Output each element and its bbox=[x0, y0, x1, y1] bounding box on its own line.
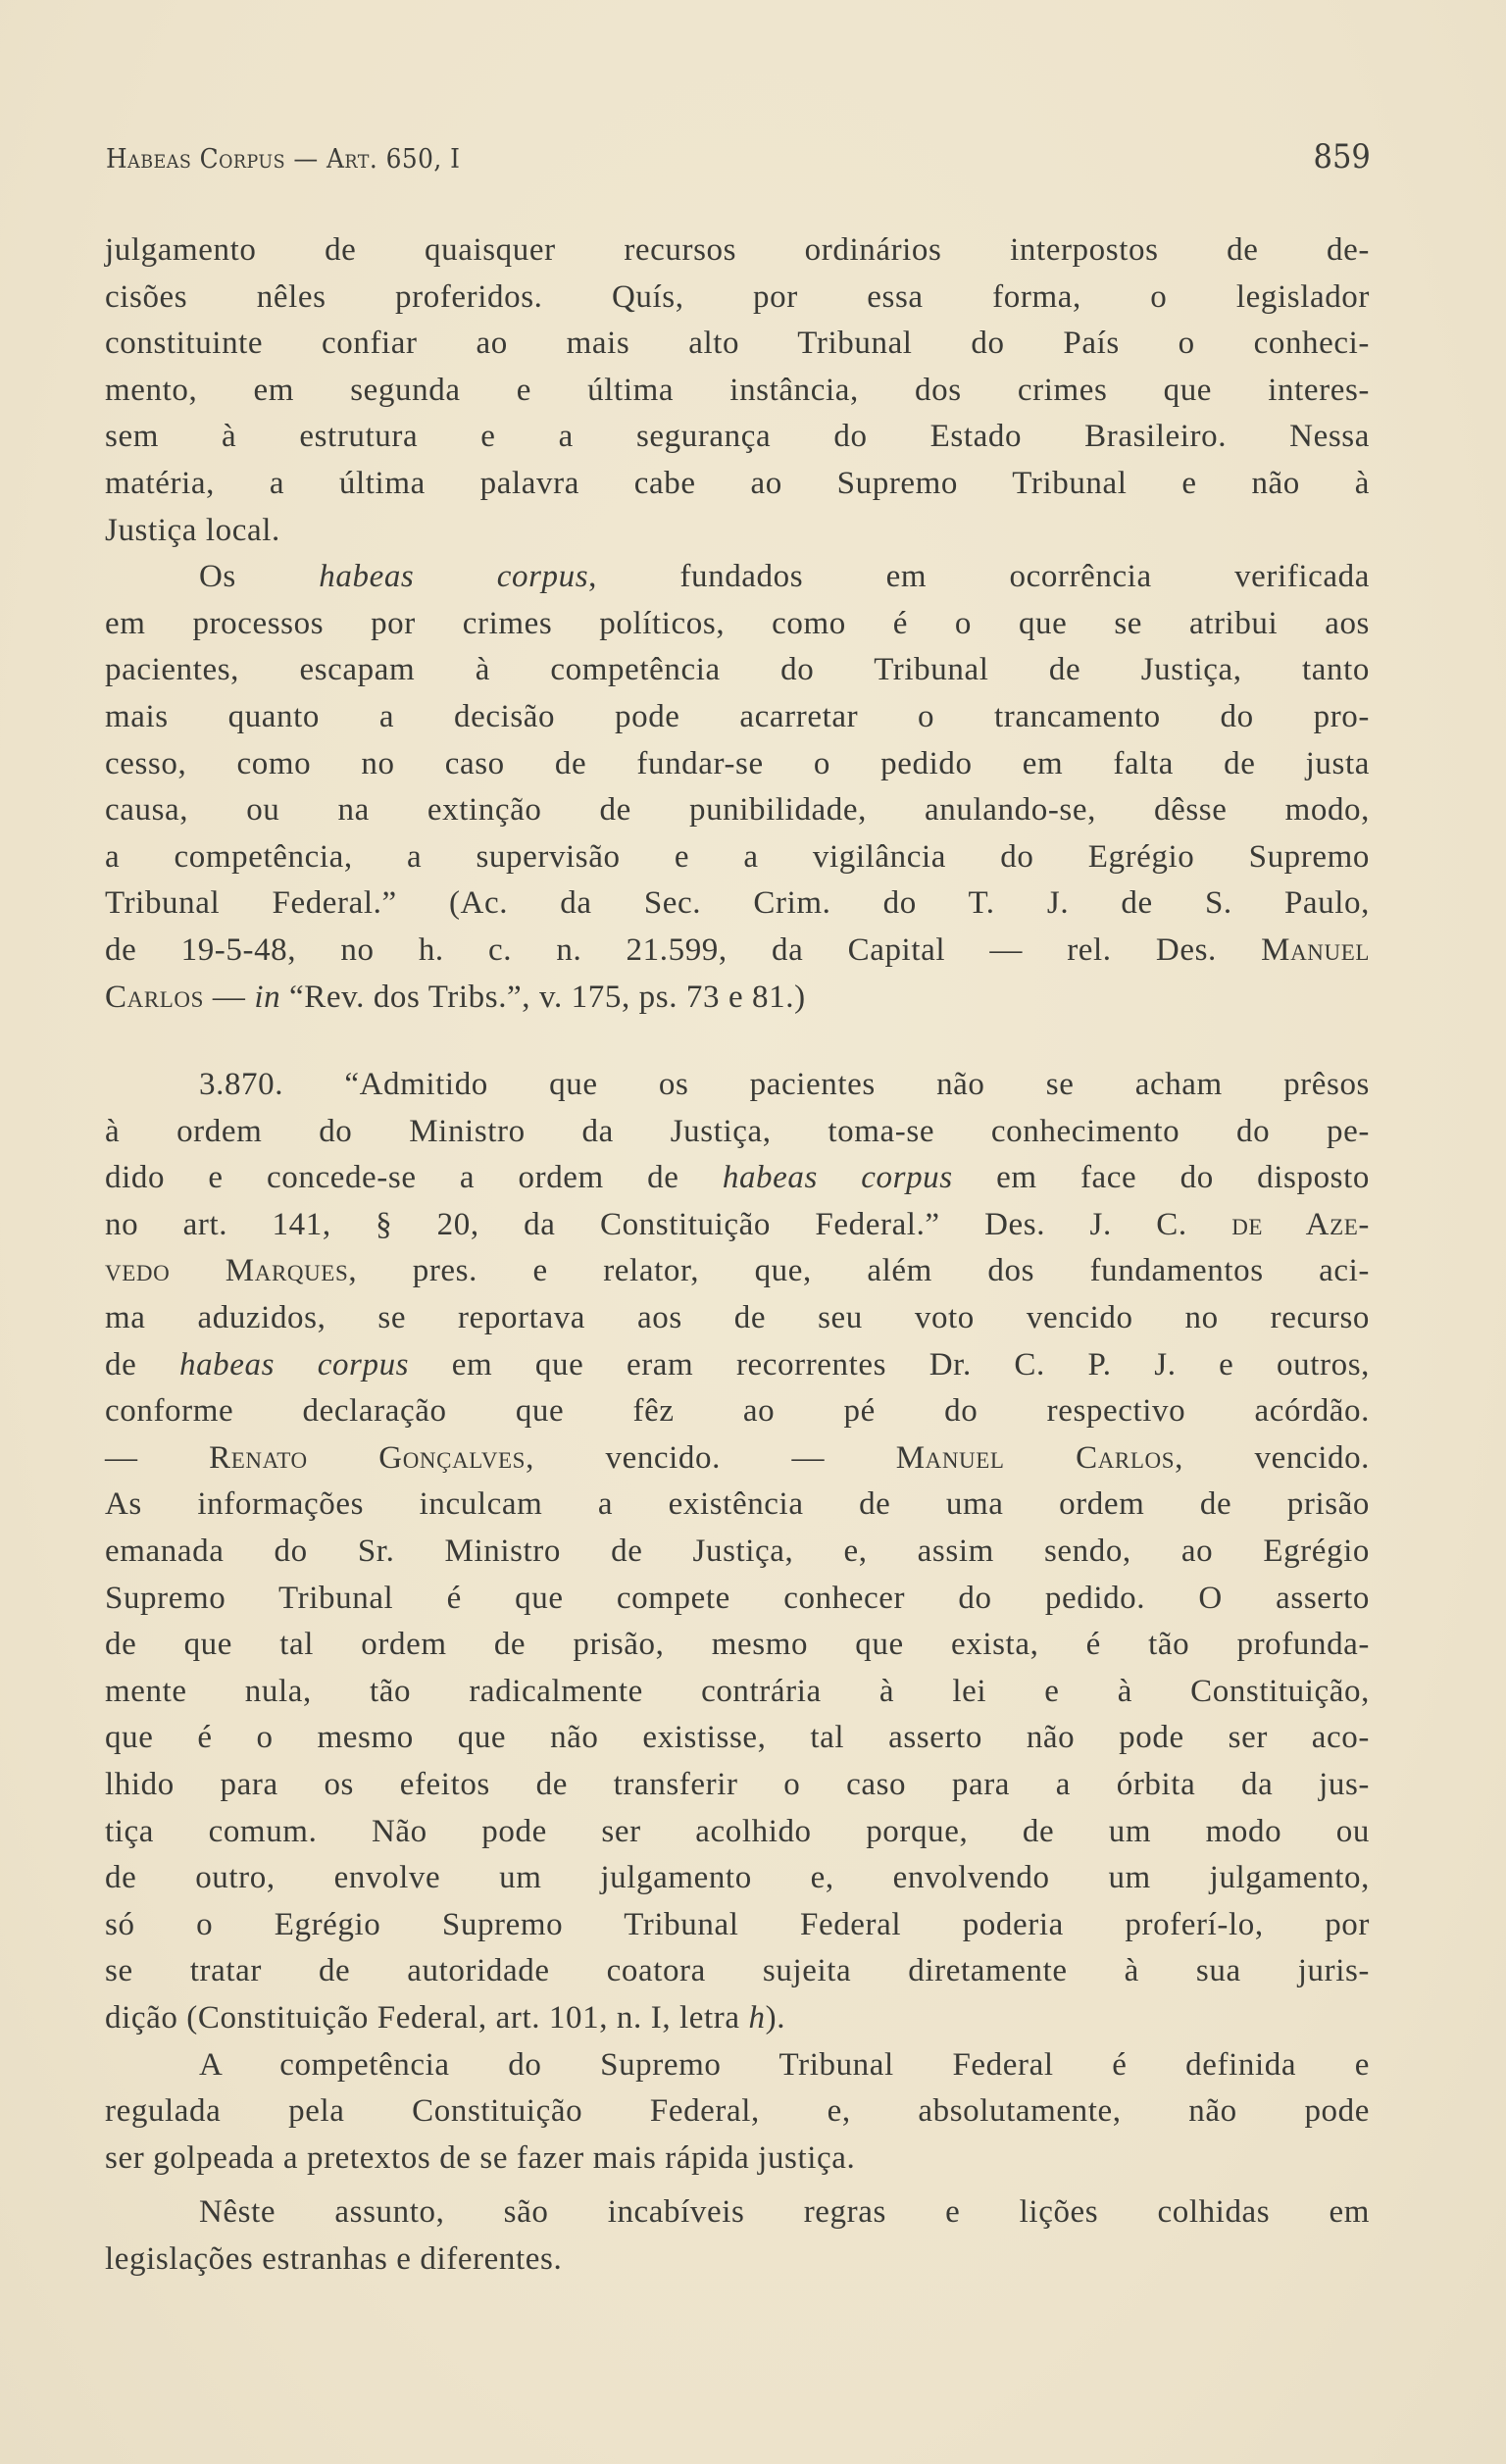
text-line: à ordem do Ministro da Justiça, toma-se conhecimento do pe- bbox=[105, 1113, 1370, 1149]
text-line: cisões nêles proferidos. Quís, por essa forma, o legislador bbox=[105, 278, 1370, 315]
page-number: 859 bbox=[1313, 137, 1371, 176]
text-line: tiça comum. Não pode ser acolhido porque, de um modo ou bbox=[105, 1813, 1370, 1849]
paragraph bbox=[105, 2042, 1370, 2183]
italic-term: habeas corpus bbox=[319, 559, 589, 595]
text-line: se tratar de autoridade coatora sujeita diretamente à sua juris- bbox=[105, 1953, 1370, 1989]
text-line: ma aduzidos, se reportava aos de seu voto vencido no recurso bbox=[105, 1300, 1370, 1336]
text-line: Os habeas corpus, fundados em ocorrência verificada bbox=[199, 559, 1370, 595]
text-line: só o Egrégio Supremo Tribunal Federal poderia proferí-lo, por bbox=[105, 1906, 1370, 1942]
text-line: vedo Marques, pres. e relator, que, além dos fundamentos aci- bbox=[105, 1253, 1370, 1289]
text-line: mente nula, tão radicalmente contrária à lei e à Constituição, bbox=[105, 1673, 1370, 1709]
text-line: sem à estrutura e a segurança do Estado Brasileiro. Nessa bbox=[105, 419, 1370, 455]
text-line: emanada do Sr. Ministro de Justiça, e, assim sendo, ao Egrégio bbox=[105, 1534, 1370, 1570]
person-name: vedo Marques bbox=[105, 1253, 349, 1289]
text-line: causa, ou na extinção de punibilidade, anulando-se, dêsse modo, bbox=[105, 792, 1370, 829]
paragraph bbox=[105, 1062, 1370, 2041]
paragraph bbox=[105, 554, 1370, 1021]
text-line: conforme declaração que fêz ao pé do respectivo acórdão. bbox=[105, 1393, 1370, 1430]
text-line: 3.870. “Admitido que os pacientes não se acham prêsos bbox=[199, 1067, 1370, 1103]
text-line: que é o mesmo que não existisse, tal asserto não pode ser aco- bbox=[105, 1720, 1370, 1756]
text-line: ser golpeada a pretextos de se fazer mais rápida justiça. bbox=[105, 2139, 856, 2176]
text-line: Tribunal Federal.” (Ac. da Sec. Crim. do T. J. de S. Paulo, bbox=[105, 885, 1370, 922]
person-name: de Aze- bbox=[1231, 1206, 1370, 1242]
text-line: mais quanto a decisão pode acarretar o trancamento do pro- bbox=[105, 698, 1370, 734]
italic-term: habeas corpus bbox=[178, 1346, 410, 1383]
text-line: Carlos — in “Rev. dos Tribs.”, v. 175, ps. 73 e 81.) bbox=[105, 979, 806, 1015]
text-line: matéria, a última palavra cabe ao Supremo Tribunal e não à bbox=[105, 465, 1370, 501]
text-line: dição (Constituição Federal, art. 101, n. I, letra h). bbox=[105, 1999, 786, 2036]
section-gap bbox=[105, 2182, 1370, 2189]
person-name: Carlos bbox=[105, 979, 205, 1015]
italic-term: habeas corpus bbox=[722, 1160, 953, 1196]
text-line: lhido para os efeitos de transferir o caso para a órbita da jus- bbox=[105, 1767, 1370, 1802]
text-line: constituinte confiar ao mais alto Tribunal do País o conheci- bbox=[105, 326, 1370, 362]
text-line: A competência do Supremo Tribunal Federal é definida e bbox=[199, 2046, 1370, 2083]
text-line: Justiça local. bbox=[105, 512, 280, 548]
person-name: Manuel bbox=[1261, 931, 1370, 968]
text-line: a competência, a supervisão e a vigilância do Egrégio Supremo bbox=[105, 838, 1370, 875]
italic-term: h bbox=[748, 1999, 766, 2036]
running-head bbox=[106, 137, 1371, 180]
text-line: cesso, como no caso de fundar-se o pedido em falta de justa bbox=[105, 745, 1370, 781]
text-line: As informações inculcam a existência de uma ordem de prisão bbox=[105, 1486, 1370, 1523]
text-line: legislações estranhas e diferentes. bbox=[105, 2240, 563, 2277]
text-line: mento, em segunda e última instância, dos crimes que interes- bbox=[105, 372, 1370, 408]
text-line: pacientes, escapam à competência do Tribunal de Justiça, tanto bbox=[105, 652, 1370, 688]
text-line: de que tal ordem de prisão, mesmo que exista, é tão profunda- bbox=[105, 1627, 1370, 1663]
text-line: de habeas corpus em que eram recorrentes Dr. C. P. J. e outros, bbox=[105, 1346, 1371, 1383]
text-line: de outro, envolve um julgamento e, envolvendo um julgamento, bbox=[105, 1860, 1370, 1896]
text-line: de 19-5-48, no h. c. n. 21.599, da Capital — rel. Des. Manuel bbox=[105, 931, 1370, 968]
running-title: Habeas Corpus — Art. 650, I bbox=[106, 144, 461, 175]
section-gap bbox=[105, 1021, 1370, 1062]
text-line: julgamento de quaisquer recursos ordinários interpostos de de- bbox=[105, 232, 1370, 268]
paragraph bbox=[105, 2189, 1370, 2283]
text-line: regulada pela Constituição Federal, e, absolutamente, não pode bbox=[105, 2093, 1370, 2130]
person-name: Manuel Carlos bbox=[895, 1439, 1176, 1476]
text-line: em processos por crimes políticos, como é o que se atribui aos bbox=[105, 605, 1370, 641]
text-line: Supremo Tribunal é que compete conhecer do pedido. O asserto bbox=[105, 1580, 1370, 1616]
text-line: Nêste assunto, são incabíveis regras e lições colhidas em bbox=[199, 2194, 1370, 2231]
text-line: — Renato Gonçalves, vencido. — Manuel Carlos, vencido. bbox=[105, 1439, 1371, 1476]
italic-term: in bbox=[254, 979, 281, 1015]
person-name: Renato Gonçalves bbox=[209, 1439, 527, 1476]
paragraph bbox=[105, 227, 1370, 554]
text-line: dido e concede-se a ordem de habeas corpus em face do disposto bbox=[105, 1160, 1370, 1196]
page-body bbox=[105, 227, 1370, 2284]
text-line: no art. 141, § 20, da Constituição Federal.” Des. J. C. de Aze- bbox=[105, 1206, 1370, 1242]
